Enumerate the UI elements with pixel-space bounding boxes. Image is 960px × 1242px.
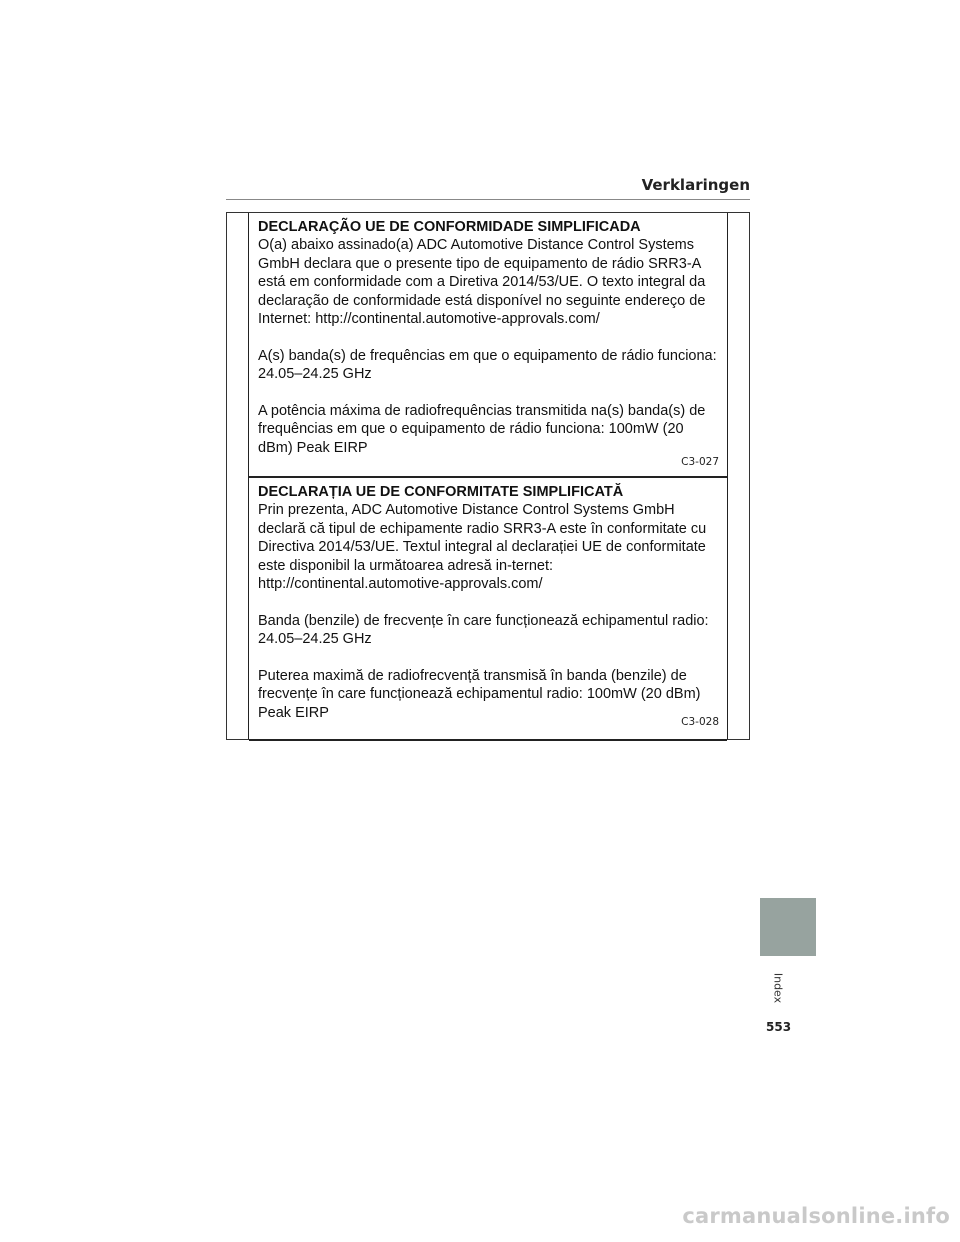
declarations-column — [248, 213, 728, 739]
declarations-frame — [226, 212, 750, 740]
declaration-code: C3-028 — [681, 715, 719, 728]
declaration-paragraph: Puterea maximă de radiofrecvență transmisă în banda (benzile) de frecvențe în care funcționează echipamentul radio: 100mW (20 dBm) Peak EIRP — [258, 668, 701, 721]
page-number: 553 — [766, 1020, 792, 1034]
declaration-paragraph: A potência máxima de radiofrequências transmitida na(s) banda(s) de frequências em que o equipamento de rádio funciona: 100mW (20 dBm) Peak EIRP — [258, 403, 706, 456]
declaration-paragraph: Prin prezenta, ADC Automotive Distance Control Systems GmbH declară că tipul de echipamente radio SRR3-A este în conformitate cu Directiva 2014/53/UE. Textul integral al declarației UE de conformitate este disponibil la următoarea adresă in-ternet: http://continental.automotive-approvals.com/ — [258, 502, 707, 593]
index-tab-label: Index — [771, 972, 785, 1004]
header-divider — [226, 199, 750, 200]
declaration-romanian — [249, 478, 727, 741]
section-title: Verklaringen — [641, 176, 750, 194]
declaration-title: DECLARAÇÃO UE DE CONFORMIDADE SIMPLIFICADA — [258, 219, 641, 235]
declaration-code: C3-027 — [681, 455, 719, 468]
declaration-title: DECLARAȚIA UE DE CONFORMITATE SIMPLIFICATĂ — [258, 484, 624, 500]
index-tab[interactable] — [760, 898, 816, 956]
declaration-portuguese — [249, 213, 727, 478]
declaration-paragraph: Banda (benzile) de frecvențe în care funcționează echipamentul radio: 24.05–24.25 GHz — [258, 612, 709, 648]
watermark: carmanualsonline.info — [682, 1204, 950, 1228]
declaration-paragraph: A(s) banda(s) de frequências em que o equipamento de rádio funciona: 24.05–24.25 GHz — [258, 347, 717, 383]
declaration-paragraph: O(a) abaixo assinado(a) ADC Automotive Distance Control Systems GmbH declara que o presente tipo de equipamento de rádio SRR3-A está em conformidade com a Diretiva 2014/53/UE. O texto integral da declaração de conformidade está disponível no seguinte endereço de Internet: http://continental.automotive-approvals.com/ — [258, 237, 706, 328]
